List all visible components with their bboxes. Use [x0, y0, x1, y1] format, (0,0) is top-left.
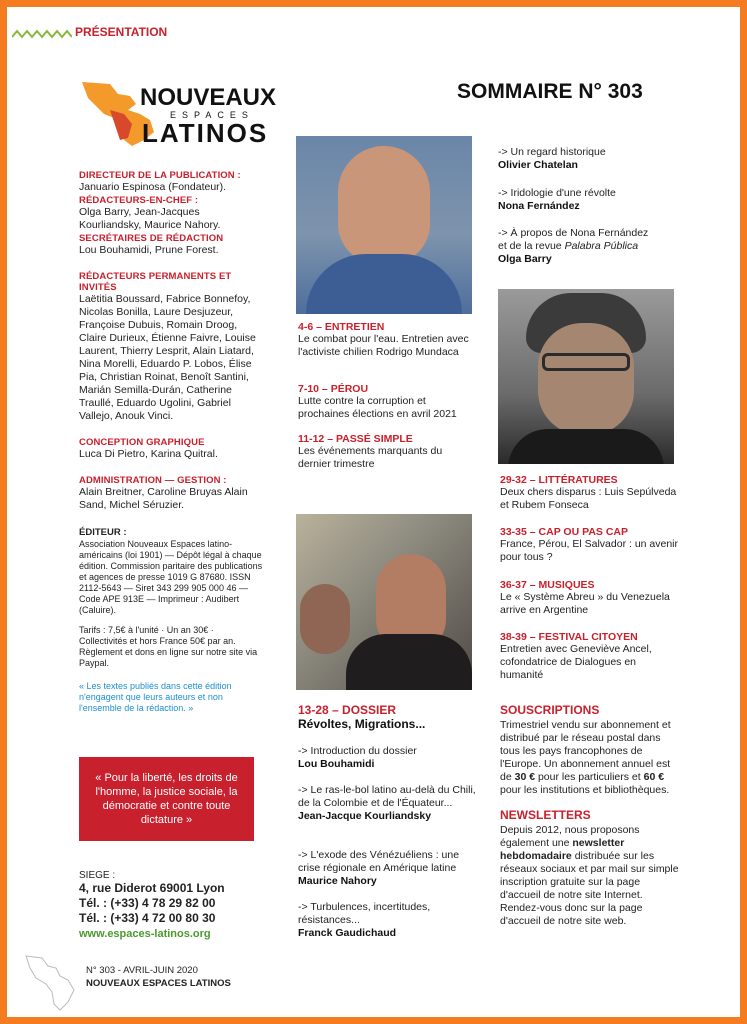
jacket-shape: [508, 429, 664, 464]
staff-label-editors: RÉDACTEURS-EN-CHEF :: [79, 195, 199, 206]
staff-label-publisher: ÉDITEUR :: [79, 527, 127, 538]
photo-luis-sepulveda: [498, 289, 674, 464]
page-title: SOMMAIRE N° 303: [457, 80, 643, 103]
article-musiques-title: 36-37 – MUSIQUES: [500, 579, 595, 591]
dossier-item-5-author: Olivier Chatelan: [498, 159, 578, 171]
article-perou-title: 7-10 – PÉROU: [298, 383, 369, 395]
article-festival-desc: Entretien avec Geneviève Ancel, cofondatrice de Dialogues en humanité: [500, 643, 652, 681]
dossier-title: 13-28 – DOSSIER: [298, 703, 397, 717]
quote-text: « Pour la liberté, les droits de l'homme, la justice sociale, la démocratie et contre toute dictature »: [95, 772, 238, 826]
dossier-item-4-title: -> Turbulences, incertitudes, résistances...: [298, 901, 431, 926]
address-label: SIEGE :: [79, 870, 116, 881]
article-entretien-title: 4-6 – ENTRETIEN: [298, 321, 385, 333]
article-passe-simple[interactable]: [298, 433, 476, 471]
dossier-item-5-title: -> Un regard historique: [498, 146, 606, 158]
magazine-logo: [80, 80, 295, 148]
dossier-item-2-author: Jean-Jacque Kourliandsky: [298, 810, 432, 822]
dossier-item-1-author: Lou Bouhamidi: [298, 758, 375, 770]
staff-prices: Tarifs : 7,5€ à l'unité · Un an 30€ · Collectivités et hors France 50€ par an. Règlement et dons en ligne sur notre site via Paypal.: [79, 625, 258, 668]
article-passe-simple-desc: Les événements marquants du dernier trimestre: [298, 445, 443, 470]
logo-nouveaux: NOUVEAUX: [140, 84, 277, 111]
dossier-item-2-title: -> Le ras-le-bol latino au-delà du Chili, de la Colombie et de l'Équateur...: [298, 784, 476, 809]
dossier-section: [298, 703, 478, 731]
staff-box: [79, 170, 264, 714]
protester-left: [300, 584, 350, 654]
staff-disclaimer: « Les textes publiés dans cette édition n'engagent que leurs auteurs et non l'ensemble de la rédaction. »: [79, 681, 232, 713]
article-musiques[interactable]: [500, 579, 680, 617]
address-block: [79, 870, 279, 942]
logo-latinos: LATINOS: [142, 118, 269, 148]
article-passe-simple-title: 11-12 – PASSÉ SIMPLE: [298, 433, 413, 445]
dossier-item-6-author: Nona Fernández: [498, 200, 580, 212]
footer-issue: N° 303 - AVRIL-JUIN 2020: [86, 965, 198, 976]
dossier-item-1[interactable]: [298, 745, 478, 770]
staff-design: Luca Di Pietro, Karina Quitral.: [79, 448, 218, 460]
article-litteratures[interactable]: [500, 474, 680, 512]
article-perou[interactable]: [298, 383, 476, 421]
staff-label-design: CONCEPTION GRAPHIQUE: [79, 437, 205, 448]
staff-label-admin: ADMINISTRATION — GESTION :: [79, 475, 227, 486]
dossier-item-6[interactable]: [498, 187, 678, 212]
dossier-item-7-magazine: Palabra Pública: [564, 240, 639, 252]
subscriptions-section: [500, 703, 680, 797]
shirt-shape: [306, 254, 462, 314]
dossier-item-4-author: Franck Gaudichaud: [298, 927, 397, 939]
footer-magazine: NOUVEAUX ESPACES LATINOS: [86, 978, 231, 989]
dossier-item-3-title: -> L'exode des Vénézuéliens : une crise régionale en Amérique latine: [298, 849, 460, 874]
article-festival[interactable]: [500, 631, 680, 682]
staff-director: Januario Espinosa (Fondateur).: [79, 181, 227, 193]
staff-editors: Olga Barry, Jean-Jacques Kourliandsky, Maurice Nahory.: [79, 206, 221, 231]
article-entretien-desc: Le combat pour l'eau. Entretien avec l'activiste chilien Rodrigo Mundaca: [298, 333, 469, 358]
logo-espaces: ESPACES: [170, 110, 254, 120]
protester-body: [346, 634, 472, 690]
staff-label-director: DIRECTEUR DE LA PUBLICATION :: [79, 170, 241, 181]
article-entretien[interactable]: [298, 321, 476, 359]
dossier-item-3-author: Maurice Nahory: [298, 875, 377, 887]
subscriptions-title: SOUSCRIPTIONS: [500, 703, 600, 717]
article-festival-title: 38-39 – FESTIVAL CITOYEN: [500, 631, 638, 643]
subscriptions-text: Trimestriel vendu sur abonnement et distribué par le réseau postal dans tous les pays francophones de l'Europe. Un abonnement annuel est de 30 € pour les particuliers et 60 € pour les institutions et bibliothèques.: [500, 719, 671, 796]
address-phone1: Tél. : (+33) 4 78 29 82 00: [79, 896, 216, 910]
dossier-item-5[interactable]: [498, 146, 678, 171]
dossier-item-7[interactable]: [498, 227, 678, 265]
staff-publisher: Association Nouveaux Espaces latino-américains (loi 1901) — Dépôt légal à chaque édition. Commission paritaire des publications et agences de presse 1019 G 87680. ISSN 2112-5643 — Siret 343 299 905 000 46 — Code APE 913E — Imprimeur : Audibert (Caluire).: [79, 539, 263, 615]
staff-admin: Alain Breitner, Caroline Bruyas Alain Sand, Michel Séruzier.: [79, 486, 248, 511]
staff-label-secretaries: SECRÉTAIRES DE RÉDACTION: [79, 233, 224, 244]
newsletters-text: Depuis 2012, nous proposons également une newsletter hebdomadaire distribuée sur les réseaux sociaux et par mail sur simple inscription gratuite sur la page d'accueil de notre site Internet. Rendez-vous donc sur la page d'accueil de notre site web.: [500, 824, 679, 927]
staff-writers: Laëtitia Boussard, Fabrice Bonnefoy, Nicolas Bonilla, Laure Desjuzeur, Françoise Dubuis, Romain Droog, Claire Durieux, Étienne Faivre, Louise Laurent, Thierry Lesprit, Alain Liatard, Nina Morelli, Eduardo P. Lobos, Élise Pia, Christian Roinat, Benoît Santini, Marián Semilla-Durán, Catherine Traullé, Eduardo Ugolini, Gabriel Vallejo, Anouk Vinci.: [79, 293, 256, 422]
quote-box: [79, 757, 254, 841]
dossier-item-2[interactable]: [298, 784, 478, 822]
article-perou-desc: Lutte contre la corruption et prochaines élections en avril 2021: [298, 395, 457, 420]
article-musiques-desc: Le « Système Abreu » du Venezuela arrive en Argentine: [500, 591, 670, 616]
staff-label-writers: RÉDACTEURS PERMANENTS ET INVITÉS: [79, 271, 232, 293]
dossier-item-4[interactable]: [298, 901, 478, 939]
dossier-item-3[interactable]: [298, 849, 478, 887]
footer-map-icon: [22, 952, 82, 1012]
address-street: 4, rue Diderot 69001 Lyon: [79, 881, 225, 895]
dossier-subtitle: Révoltes, Migrations...: [298, 717, 426, 731]
dossier-item-7-author: Olga Barry: [498, 253, 552, 265]
newsletters-section: [500, 808, 680, 928]
article-litteratures-desc: Deux chers disparus : Luis Sepúlveda et Rubem Fonseca: [500, 486, 677, 511]
website-link[interactable]: www.espaces-latinos.org: [79, 928, 211, 940]
dossier-item-6-title: -> Iridologie d'une révolte: [498, 187, 616, 199]
face-shape: [338, 146, 430, 264]
photo-rodrigo-mundaca: [296, 136, 472, 314]
article-cap-title: 33-35 – CAP OU PAS CAP: [500, 526, 628, 538]
dossier-item-1-title: -> Introduction du dossier: [298, 745, 417, 757]
article-litteratures-title: 29-32 – LITTÉRATURES: [500, 474, 618, 486]
article-cap[interactable]: [500, 526, 680, 564]
face-shape-2: [538, 323, 634, 435]
address-phone2: Tél. : (+33) 4 72 00 80 30: [79, 911, 216, 925]
staff-secretaries: Lou Bouhamidi, Prune Forest.: [79, 244, 219, 256]
dossier-item-7-title: -> À propos de Nona Fernández et de la revue Palabra Pública: [498, 227, 649, 252]
ornament-pattern: [12, 26, 72, 36]
newsletters-title: NEWSLETTERS: [500, 808, 591, 822]
photo-protest: [296, 514, 472, 690]
glasses-shape: [542, 353, 630, 371]
section-label: PRÉSENTATION: [75, 25, 168, 39]
article-cap-desc: France, Pérou, El Salvador : un avenir pour tous ?: [500, 538, 679, 563]
